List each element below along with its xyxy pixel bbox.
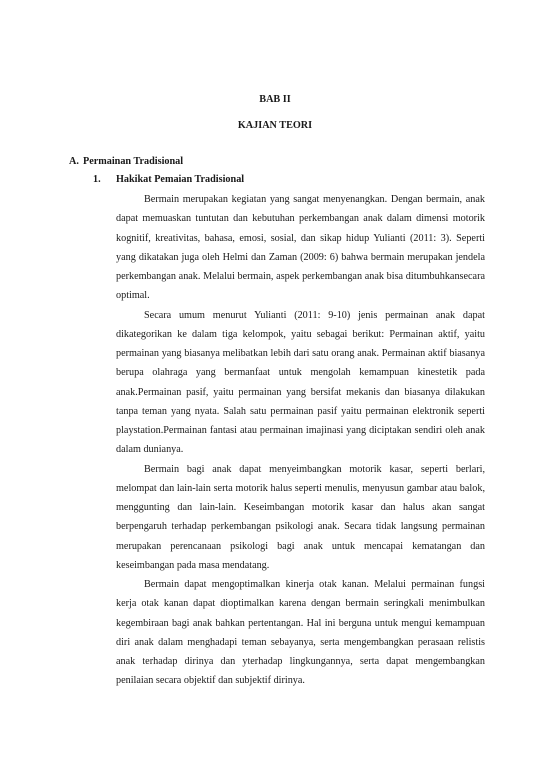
paragraph: Bermain dapat mengoptimalkan kinerja otak kanan. Melalui permainan fungsi kerja otak kanan dapat dioptimalkan karena dengan bermain seringkali menimbulkan kegembiraan bagi anak bahkan pertentangan. Hal ini berguna untuk mengui kemampuan diri anak dalam menghadapi teman sebayanya, serta mengembangkan perasaan relistis anak terhadap dirinya dan yterhadap lingkungannya, serta dapat mengembangkan penilaian secara objektif dan subjektif dirinya. [116,579,485,687]
subsection-title: Hakikat Pemaian Tradisional [116,174,245,185]
subsection-heading [93,174,244,185]
chapter-number: BAB II [259,94,291,105]
body-text [116,190,485,691]
paragraph: Secara umum menurut Yulianti (2011: 9-10) jenis permainan anak dapat dikategorikan ke dalam tiga kelompok, yaitu sebagai berikut: Permainan aktif, yaitu permainan yang biasanya melibatkan lebih dari satu orang anak. Permainan aktif biasanya berupa olahraga yang bermanfaat untuk mengolah kemampuan kinestetik pada anak.Permainan pasif, yaitu permainan yang bersifat mekanis dan biasanya dilakukan tanpa teman yang nyata. Salah satu permainan pasif yaitu permainan elektronik seperti playstation.Permainan fantasi atau permainan imajinasi yang diciptakan sendiri oleh anak dalam dunianya. [116,309,485,456]
paragraph: Bermain bagi anak dapat menyeimbangkan motorik kasar, seperti berlari, melompat dan lain-lain serta motorik halus seperti menulis, menyusun gambar atau balok, menggunting dan lain-lain. Keseimbangan motorik kasar dan halus akan sangat berpengaruh terhadap perkembangan psikologi anak. Secara tidak langsung permainan merupakan perencanaan psikologi bagi anak untuk mencapai kematangan dan keseimbangan pada masa mendatang. [116,463,485,571]
chapter-title: KAJIAN TEORI [237,120,313,131]
subsection-marker: 1. [93,174,101,185]
section-marker: A. [69,156,79,167]
section-heading [69,156,183,167]
paragraph: Bermain merupakan kegiatan yang sangat menyenangkan. Dengan bermain, anak dapat memuaskan tuntutan dan kebutuhan perkembangan anak dalam dimensi motorik kognitif, kreativitas, bahasa, emosi, sosial, dan sikap hidup Yulianti (2011: 3). Seperti yang dikatakan juga oleh Helmi dan Zaman (2009: 6) bahwa bermain merupakan jendela perkembangan anak. Melalui bermain, aspek perkembangan anak bisa ditumbuhkansecara optimal. [116,194,485,302]
section-title: Permainan Tradisional [83,156,184,167]
